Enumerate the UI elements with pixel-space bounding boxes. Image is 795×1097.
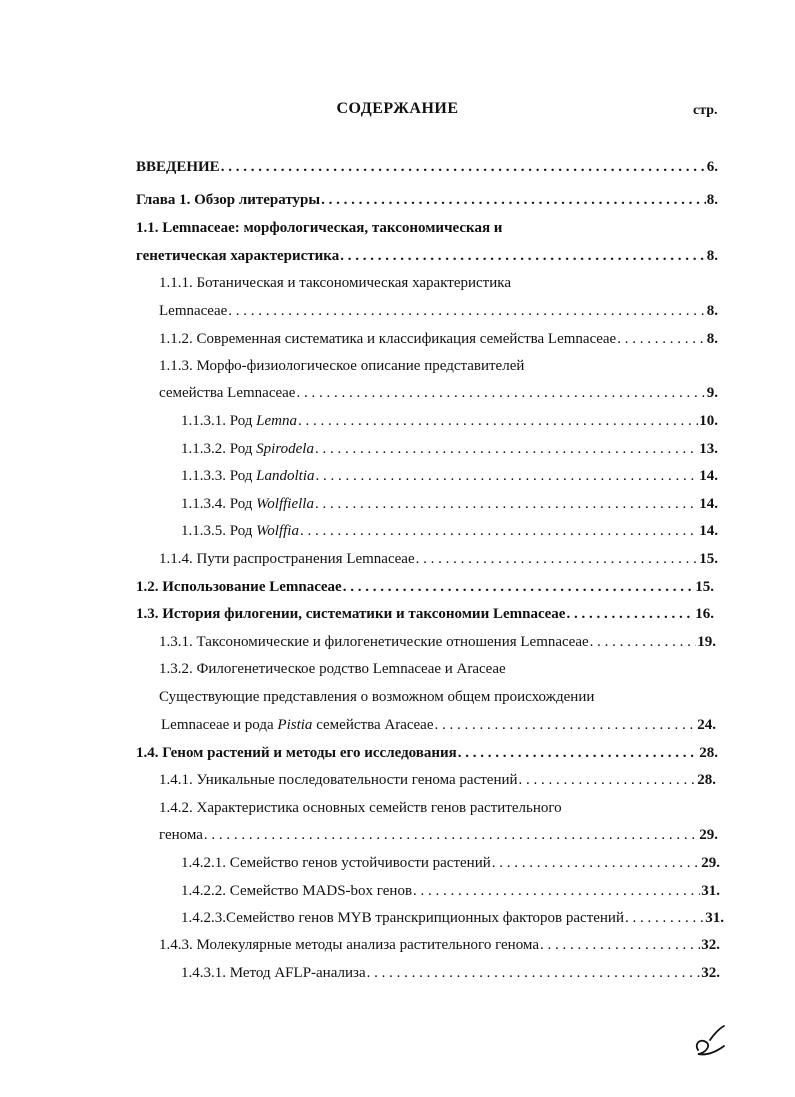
toc-entry-page: 14.	[699, 496, 718, 512]
toc-entry-page: 24.	[697, 717, 716, 733]
toc-entry-1-4-1	[159, 770, 716, 790]
toc-entry-text: 1.1.3.5. Род	[181, 523, 257, 539]
toc-entry-text: 1.4.3.1. Метод AFLP-анализа	[181, 965, 366, 981]
toc-entry-text: 1.1.3.2. Род	[181, 441, 257, 457]
toc-entry-1-1-3-4	[181, 494, 718, 514]
toc-entry-1-1-1-line2	[159, 301, 718, 321]
toc-entry-page: 10.	[699, 413, 718, 429]
toc-entry-page: 14.	[699, 523, 718, 539]
toc-entry-page: 31.	[701, 883, 720, 899]
toc-entry-text: 1.4.2. Характеристика основных семейств генов растительного	[159, 800, 562, 816]
toc-entry-text: 1.4.2.1. Семейство генов устойчивости растений	[181, 855, 491, 871]
toc-entry-1-1-3-line2	[159, 383, 718, 403]
toc-entry-genus: Pistia	[277, 717, 313, 733]
toc-entry-text: 1.4.3. Молекулярные методы анализа растительного генома	[159, 937, 539, 953]
toc-entry-page: 15.	[699, 551, 718, 567]
toc-entry-1-1-4	[159, 549, 718, 569]
toc-entry-page: 14.	[699, 468, 718, 484]
toc-entry-1-1-line2	[136, 246, 718, 266]
toc-entry-page: 29.	[701, 855, 720, 871]
toc-entry-text-suffix: семейства Araceae	[312, 717, 434, 733]
page-title: СОДЕРЖАНИЕ	[336, 100, 459, 117]
toc-entry-text: 1.1. Lemnaceae: морфологическая, таксономическая и	[136, 220, 503, 236]
toc-entry-introduction	[136, 157, 718, 177]
toc-entry-text: 1.1.3.4. Род	[181, 496, 257, 512]
toc-entry-page: 32.	[701, 965, 720, 981]
toc-entry-text: 1.4.2.2. Семейство MADS-box генов	[181, 883, 413, 899]
toc-entry-genus: Landoltia	[256, 468, 315, 484]
toc-entry-text: Lemnaceae	[159, 303, 228, 319]
toc-entry-page: 31.	[705, 910, 724, 926]
toc-entry-text: 1.1.3.3. Род	[181, 468, 257, 484]
toc-entry-text: 1.3.1. Таксономические и филогенетические отношения Lemnaceae	[159, 634, 589, 650]
toc-entry-text: семейства Lemnaceae	[159, 385, 296, 401]
toc-entry-text: 1.4.2.3.Семейство генов MYB транскрипционных факторов растений	[181, 910, 624, 926]
toc-entry-page: 6.	[706, 159, 718, 175]
toc-entry-1-4-3-1	[181, 963, 720, 983]
toc-entry-page: 13.	[699, 441, 718, 457]
toc-entry-page: 8.	[706, 192, 718, 208]
toc-entry-1-1-3-3	[181, 466, 718, 486]
toc-entry-text: 1.4. Геном растений и методы его исследования	[136, 745, 457, 761]
toc-entry-page: 28.	[697, 772, 716, 788]
toc-entry-text: ВВЕДЕНИЕ	[136, 159, 220, 175]
toc-entry-text: 1.3.2. Филогенетическое родство Lemnaceae и Araceae	[159, 661, 506, 677]
toc-entry-page: 32.	[701, 937, 720, 953]
toc-entry-1-4-2-line1	[159, 798, 562, 818]
toc-entry-text: Глава 1. Обзор литературы	[136, 192, 321, 208]
toc-entry-page: 29.	[699, 827, 718, 843]
toc-entry-genus: Lemna	[256, 413, 298, 429]
toc-entry-1-4	[136, 743, 718, 763]
toc-entry-page: 9.	[706, 385, 718, 401]
toc-entry-text: 1.1.3. Морфо-физиологическое описание представителей	[159, 358, 525, 374]
page-column-label: стр.	[693, 103, 718, 118]
toc-entry-text: Lemnaceae и рода	[161, 717, 278, 733]
toc-entry-1-3-2-line1	[159, 659, 506, 679]
toc-entry-text: 1.1.3.1. Род	[181, 413, 257, 429]
toc-entry-genus: Spirodela	[256, 441, 314, 457]
toc-entry-1-3-1	[159, 632, 716, 652]
toc-entry-page: 8.	[706, 248, 718, 264]
toc-entry-1-1-line1	[136, 218, 502, 238]
toc-entry-genus: Wolffiella	[256, 496, 314, 512]
toc-entry-1-4-2-2	[181, 881, 720, 901]
toc-entry-1-1-3-2	[181, 439, 718, 459]
toc-entry-page: 8.	[706, 303, 718, 319]
toc-entry-text: 1.1.4. Пути распространения Lemnaceae	[159, 551, 415, 567]
toc-entry-text: 1.3. История филогении, систематики и таксономии Lemnaceae	[136, 606, 566, 622]
toc-entry-1-1-3-5	[181, 521, 718, 541]
toc-entry-genus: Wolffia	[256, 523, 299, 539]
handwritten-page-number	[690, 1020, 730, 1060]
toc-entry-page: 19.	[697, 634, 716, 650]
toc-entry-1-4-3	[159, 935, 720, 955]
toc-entry-text: генома	[159, 827, 203, 843]
toc-entry-1-4-2-1	[181, 853, 720, 873]
toc-entry-page: 8.	[706, 331, 718, 347]
toc-entry-1-1-1-line1	[159, 273, 511, 293]
toc-entry-1-1-2	[159, 329, 718, 349]
toc-entry-1-2	[136, 577, 714, 597]
toc-entry-text: генетическая характеристика	[136, 248, 340, 264]
toc-entry-text: Существующие представления о возможном общем происхождении	[159, 689, 595, 705]
toc-entry-text: 1.1.1. Ботаническая и таксономическая характеристика	[159, 275, 511, 291]
toc-entry-text: 1.2. Использование Lemnaceae	[136, 579, 342, 595]
toc-entry-page: 28.	[699, 745, 718, 761]
toc-entry-1-4-2-line2	[159, 825, 718, 845]
toc-entry-page: 16.	[695, 606, 714, 622]
toc-entry-1-3-2-line2	[159, 687, 594, 707]
toc-entry-1-3-2-line3	[161, 715, 716, 735]
toc-entry-chapter-1	[136, 190, 718, 210]
toc-entry-1-4-2-3	[181, 908, 724, 928]
toc-entry-page: 15.	[695, 579, 714, 595]
toc-entry-1-1-3-1	[181, 411, 718, 431]
toc-entry-1-1-3-line1	[159, 356, 524, 376]
toc-entry-1-3	[136, 604, 714, 624]
toc-entry-text: 1.4.1. Уникальные последовательности генома растений	[159, 772, 518, 788]
toc-entry-text: 1.1.2. Современная систематика и классификация семейства Lemnaceae	[159, 331, 617, 347]
